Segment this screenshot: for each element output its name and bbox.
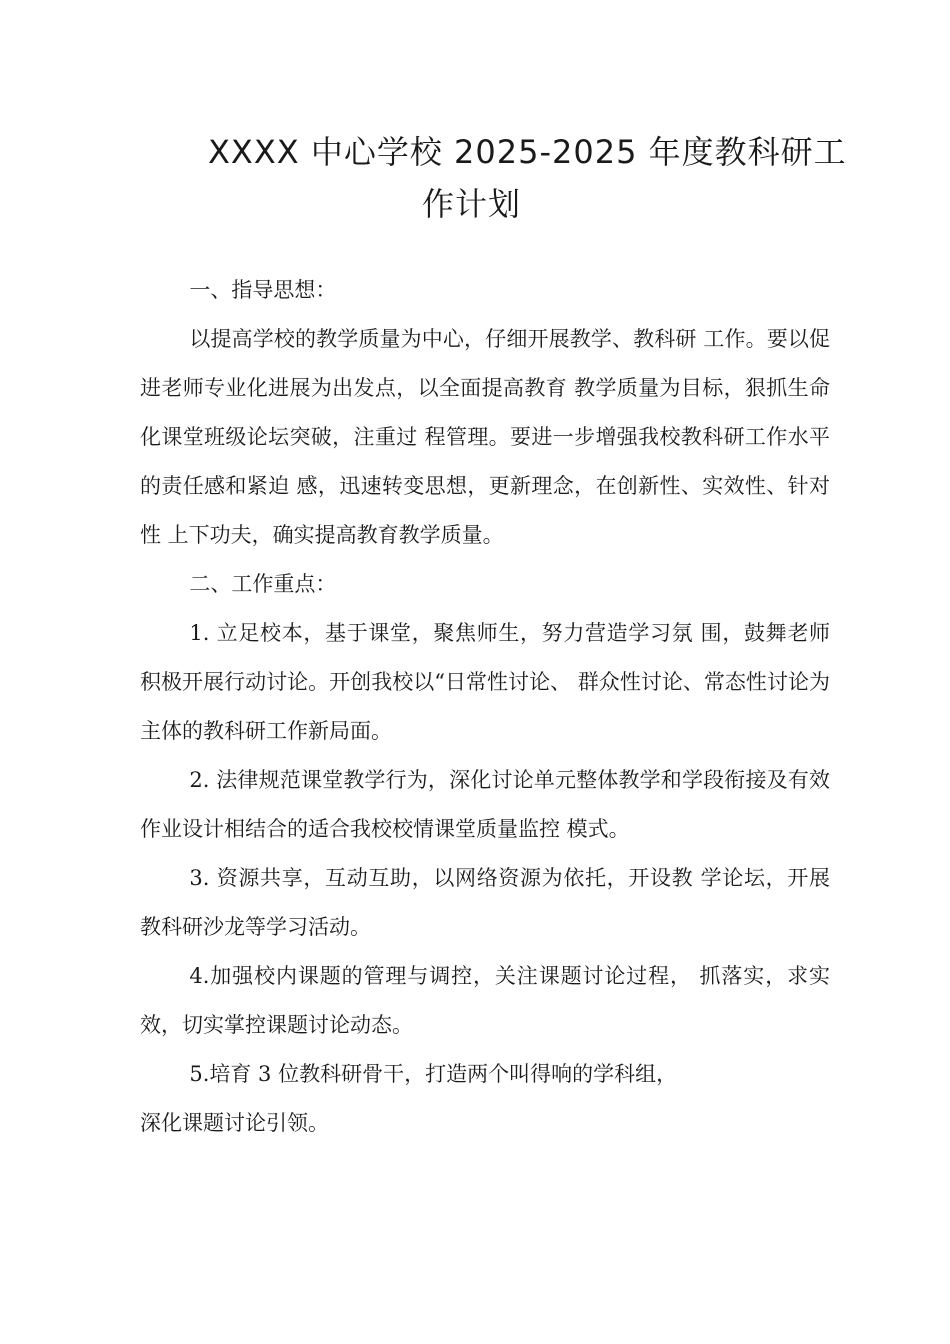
list-item-3: 3. 资源共享，互动互助，以网络资源为依托，开设教 学论坛，开展教科研沙龙等学习活动。 [140, 866, 830, 939]
list-item-5-continued: 深化课题讨论引领。 [140, 1111, 329, 1135]
list-item-4: 4.加强校内课题的管理与调控，关注课题讨论过程， 抓落实，求实效，切实掌控课题讨论动态。 [140, 964, 830, 1037]
paragraph-guiding-thought: 以提高学校的教学质量为中心，仔细开展教学、教科研 工作。要以促进老师专业化进展为出发点，以全面提高教育 教学质量为目标，狠抓生命化课堂班级论坛突破，注重过 程管理。要进一步增强我校教科研工作水平的责任感和紧迫 感，迅速转变思想，更新理念，在创新性、实效性、针对性 上下功夫，确实提高教育教学质量。 [140, 327, 830, 547]
list-item-5: 5.培育 3 位教科研骨干，打造两个叫得响的学科组， [189, 1062, 678, 1086]
title-line-2: 作计划 [422, 185, 522, 224]
list-item-2: 2. 法律规范课堂教学行为，深化讨论单元整体教学和学段衔接及有效作业设计相结合的适合我校校情课堂质量监控 模式。 [140, 768, 830, 841]
title-line-1: XXXX 中心学校 2025-2025 年度教科研工 [208, 133, 847, 172]
list-item-1: 1. 立足校本，基于课堂，聚焦师生，努力营造学习氛 围，鼓舞老师积极开展行动讨论。开创我校以“日常性讨论、 群众性讨论、常态性讨论为主体的教科研工作新局面。 [140, 621, 830, 743]
document-body [140, 266, 830, 1148]
section-heading-work-focus: 二、工作重点： [189, 572, 337, 596]
page-title [140, 126, 900, 230]
section-heading-guiding-thought: 一、指导思想： [189, 278, 337, 302]
